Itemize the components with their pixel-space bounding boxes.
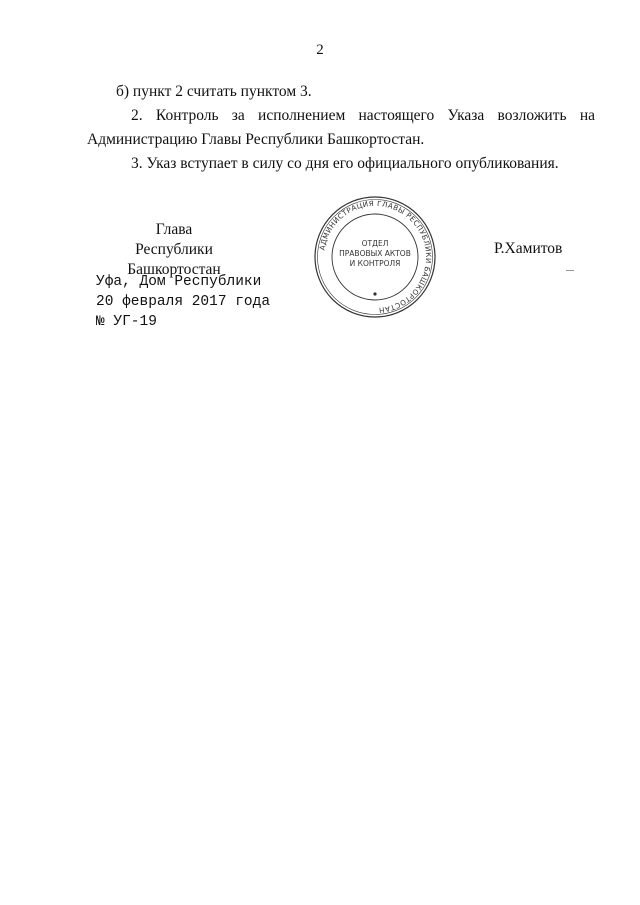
paragraph-2-line-1: 2. Контроль за исполнением настоящего Указа возложить на [131,107,595,124]
issuance-block [96,272,270,332]
signature-title-line-2: Республики Башкортостан [127,241,221,278]
stamp-dot-icon [373,292,376,295]
official-stamp [312,194,438,320]
page-number: 2 [316,42,324,58]
signer-name: Р.Хамитов [494,240,563,257]
paragraph-3: 3. Указ вступает в силу со дня его официального опубликования. [131,155,559,172]
signature-title [87,220,261,280]
paragraph-2-line-2: Администрацию Главы Республики Башкортостан. [87,131,425,148]
stamp-center-line-1: ОТДЕЛ [361,239,389,248]
issuance-date: 20 февраля 2017 года [96,294,271,310]
paragraph-item-b: б) пункт 2 считать пунктом 3. [116,83,312,100]
signature-title-line-1: Глава [155,221,193,238]
issuance-place: Уфа, Дом Республики [96,274,262,290]
stamp-outer-text: АДМИНИСТРАЦИЯ ГЛАВЫ РЕСПУБЛИКИ БАШКОРТОСТАН [317,198,434,315]
stamp-center-line-2: ПРАВОВЫХ АКТОВ [339,249,411,258]
paragraph-2 [87,104,595,152]
stamp-center-line-3: И КОНТРОЛЯ [349,259,401,268]
decorative-dash [566,270,574,271]
decree-number: № УГ-19 [96,314,157,330]
